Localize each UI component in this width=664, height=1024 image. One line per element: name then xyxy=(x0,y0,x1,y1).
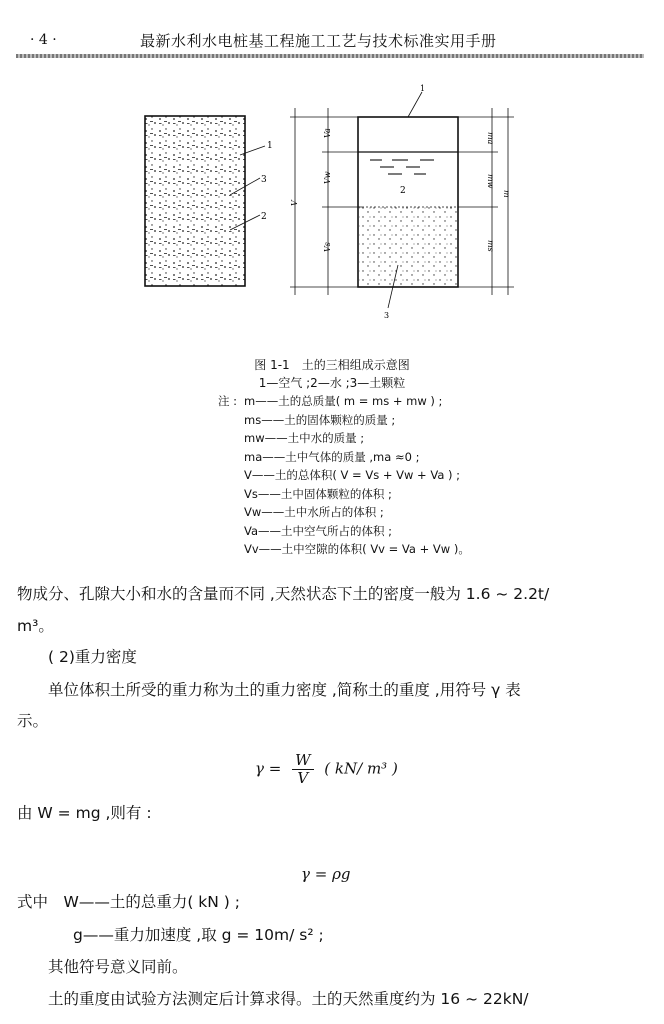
legend-row xyxy=(218,485,470,504)
legend-row xyxy=(218,411,470,430)
section-heading: ( 2)重力密度 xyxy=(48,648,137,666)
paragraph-line: 其他符号意义同前。 xyxy=(48,958,188,976)
formula-lhs: γ = xyxy=(255,759,282,778)
dim-mw: mw xyxy=(486,174,495,189)
soil-sample-block xyxy=(145,116,245,286)
legend-row xyxy=(218,429,470,448)
figure-caption-key: 1—空气 ;2—水 ;3—土颗粒 xyxy=(258,376,406,390)
label-solid-phase: 3 xyxy=(384,311,390,320)
legend-row xyxy=(218,540,470,559)
legend-text: m——土的总质量( m = ms + mw ) ; xyxy=(244,394,443,408)
legend-row xyxy=(218,392,470,411)
legend-row xyxy=(218,448,470,467)
dim-Vs: Vs xyxy=(323,242,332,252)
legend-text: ms——土的固体颗粒的质量 ; xyxy=(244,412,396,427)
formula-gamma-w-over-v xyxy=(255,752,398,787)
dim-ma: ma xyxy=(486,132,495,145)
label-air: 1 xyxy=(267,141,273,151)
label-air-phase: 1 xyxy=(420,84,426,93)
label-water-phase: 2 xyxy=(400,186,406,196)
fraction xyxy=(292,752,313,787)
paragraph-line: 式中 W——土的总重力( kN ) ; xyxy=(17,893,240,911)
paragraph-line: g——重力加速度 ,取 g = 10m/ s² ; xyxy=(73,926,324,944)
dim-Va: Va xyxy=(323,128,332,138)
label-water: 2 xyxy=(261,212,267,222)
dim-ms: ms xyxy=(486,240,495,252)
figure-caption-title: 图 1-1 土的三相组成示意图 xyxy=(254,358,410,372)
book-title: 最新水利水电桩基工程施工工艺与技术标准实用手册 xyxy=(140,32,497,50)
legend-text: mw——土中水的质量 ; xyxy=(244,431,365,445)
paragraph-line: m³。 xyxy=(17,617,54,635)
legend-row xyxy=(218,522,470,541)
fraction-numerator: W xyxy=(292,752,313,770)
paragraph-line: 物成分、孔隙大小和水的含量而不同 ,天然状态下土的密度一般为 1.6 ~ 2.2t/ xyxy=(17,585,550,603)
paragraph-line: 由 W = mg ,则有 : xyxy=(17,804,152,822)
legend-text: Vw——土中水所占的体积 ; xyxy=(244,505,384,519)
formula-unit: ( kN/ m³ ) xyxy=(324,759,398,778)
page-number: · 4 · xyxy=(30,32,57,48)
legend-row xyxy=(218,466,470,485)
paragraph-line: 单位体积土所受的重力称为土的重力密度 ,简称土的重度 ,用符号 γ 表 xyxy=(48,681,521,699)
legend-text: Vs——土中固体颗粒的体积 ; xyxy=(244,486,392,501)
legend-text: ma——土中气体的质量 ,ma ≈0 ; xyxy=(244,449,420,464)
legend-text: Vv——土中空隙的体积( Vv = Va + Vw )。 xyxy=(244,542,470,556)
paragraph-line: 土的重度由试验方法测定后计算求得。土的天然重度约为 16 ~ 22kN/ xyxy=(48,990,529,1008)
dim-m: m xyxy=(502,190,511,198)
three-phase-soil-diagram xyxy=(130,80,540,325)
legend-row xyxy=(218,503,470,522)
figure-legend xyxy=(218,392,470,559)
header-rule xyxy=(16,54,644,58)
solid-phase xyxy=(359,207,457,286)
legend-lead: 注 : xyxy=(218,394,238,408)
fraction-denominator: V xyxy=(297,769,309,787)
dim-Vw: Vw xyxy=(323,171,332,184)
label-soil: 3 xyxy=(261,175,267,185)
paragraph-line: 示。 xyxy=(17,712,49,730)
formula-gamma-rho-g: γ = ρg xyxy=(301,865,351,883)
legend-text: V——土的总体积( V = Vs + Vw + Va ) ; xyxy=(244,468,461,482)
dim-V: V xyxy=(290,200,299,206)
legend-text: Va——土中空气所占的体积 ; xyxy=(244,523,393,538)
